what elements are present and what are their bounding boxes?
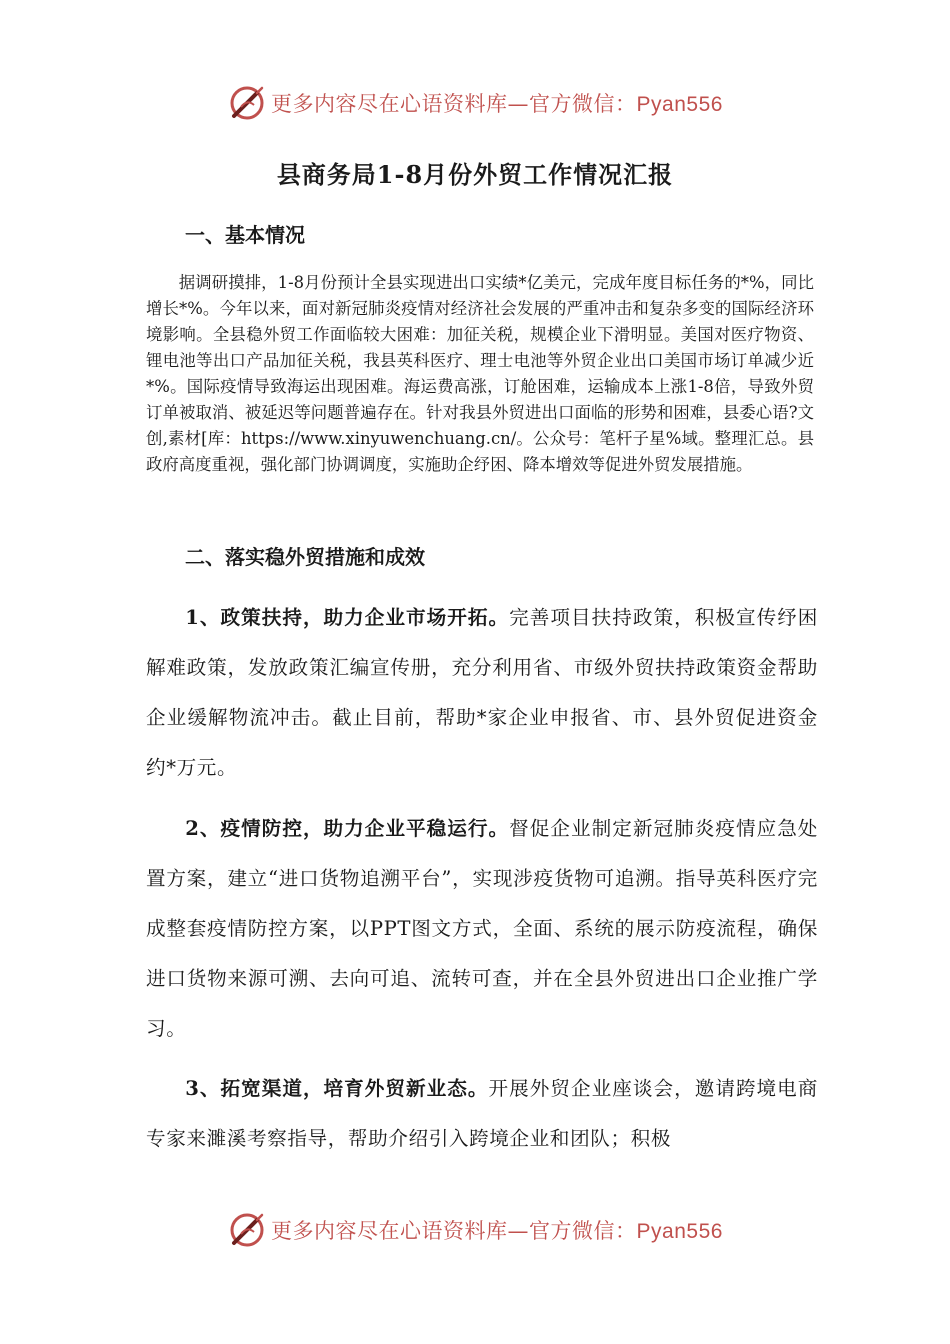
pen-logo-icon	[227, 1210, 267, 1250]
measure-lead: 1、政策扶持，助力企业市场开拓。	[185, 606, 510, 629]
measure-body: 完善项目扶持政策，积极宣传纾困解难政策，发放政策汇编宣传册，充分利用省、市级外贸扶持政策资金帮助企业缓解物流冲击。截止目前，帮助*家企业申报省、市、县外贸促进资金约*万元。	[146, 606, 819, 779]
measure-lead: 2、疫情防控，助力企业平稳运行。	[185, 817, 510, 840]
watermark-banner-top	[0, 78, 950, 128]
pen-logo-icon	[227, 83, 267, 123]
measure-body: 开展外贸企业座谈会，邀请跨境电商专家来濉溪考察指导，帮助介绍引入跨境企业和团队；积极	[146, 1077, 818, 1150]
section-heading-measures: 二、落实稳外贸措施和成效	[185, 545, 425, 569]
watermark-text: 更多内容尽在心语资料库—官方微信：Pyan556	[271, 92, 723, 116]
measure-body: 督促企业制定新冠肺炎疫情应急处置方案，建立“进口货物追溯平台”，实现涉疫货物可追溯。指导英科医疗完成整套疫情防控方案，以PPT图文方式，全面、系统的展示防疫流程，确保进口货物来源可溯、去向可追、流转可查，并在全县外贸进出口企业推广学习。	[146, 817, 819, 1040]
measure-paragraph	[146, 1064, 818, 1164]
section-heading-basic: 一、基本情况	[185, 223, 305, 247]
measure-paragraph	[146, 593, 818, 793]
document-title: 县商务局1-8月份外贸工作情况汇报	[276, 160, 674, 189]
watermark-text: 更多内容尽在心语资料库—官方微信：Pyan556	[271, 1219, 723, 1243]
watermark-banner-bottom	[0, 1205, 950, 1255]
measure-lead: 3、拓宽渠道，培育外贸新业态。	[185, 1077, 489, 1100]
measure-paragraph	[146, 804, 818, 1054]
section-body-basic: 据调研摸排，1-8月份预计全县实现进出口实绩*亿美元，完成年度目标任务的*%，同比增长*%。今年以来，面对新冠肺炎疫情对经济社会发展的严重冲击和复杂多变的国际经济环境影响。全县稳外贸工作面临较大困难：加征关税，规模企业下滑明显。美国对医疗物资、锂电池等出口产品加征关税，我县英科医疗、理士电池等外贸企业出口美国市场订单减少近*%。国际疫情导致海运出现困难。海运费高涨，订舱困难，运输成本上涨1-8倍，导致外贸订单被取消、被延迟等问题普遍存在。针对我县外贸进出口面临的形势和困难，县委心语?文创,素材[库：https://www.xinyuwenchuang.cn/。公众号：笔杆子星%域。整理汇总。县政府高度重视，强化部门协调调度，实施助企纾困、降本增效等促进外贸发展措施。	[146, 273, 814, 474]
